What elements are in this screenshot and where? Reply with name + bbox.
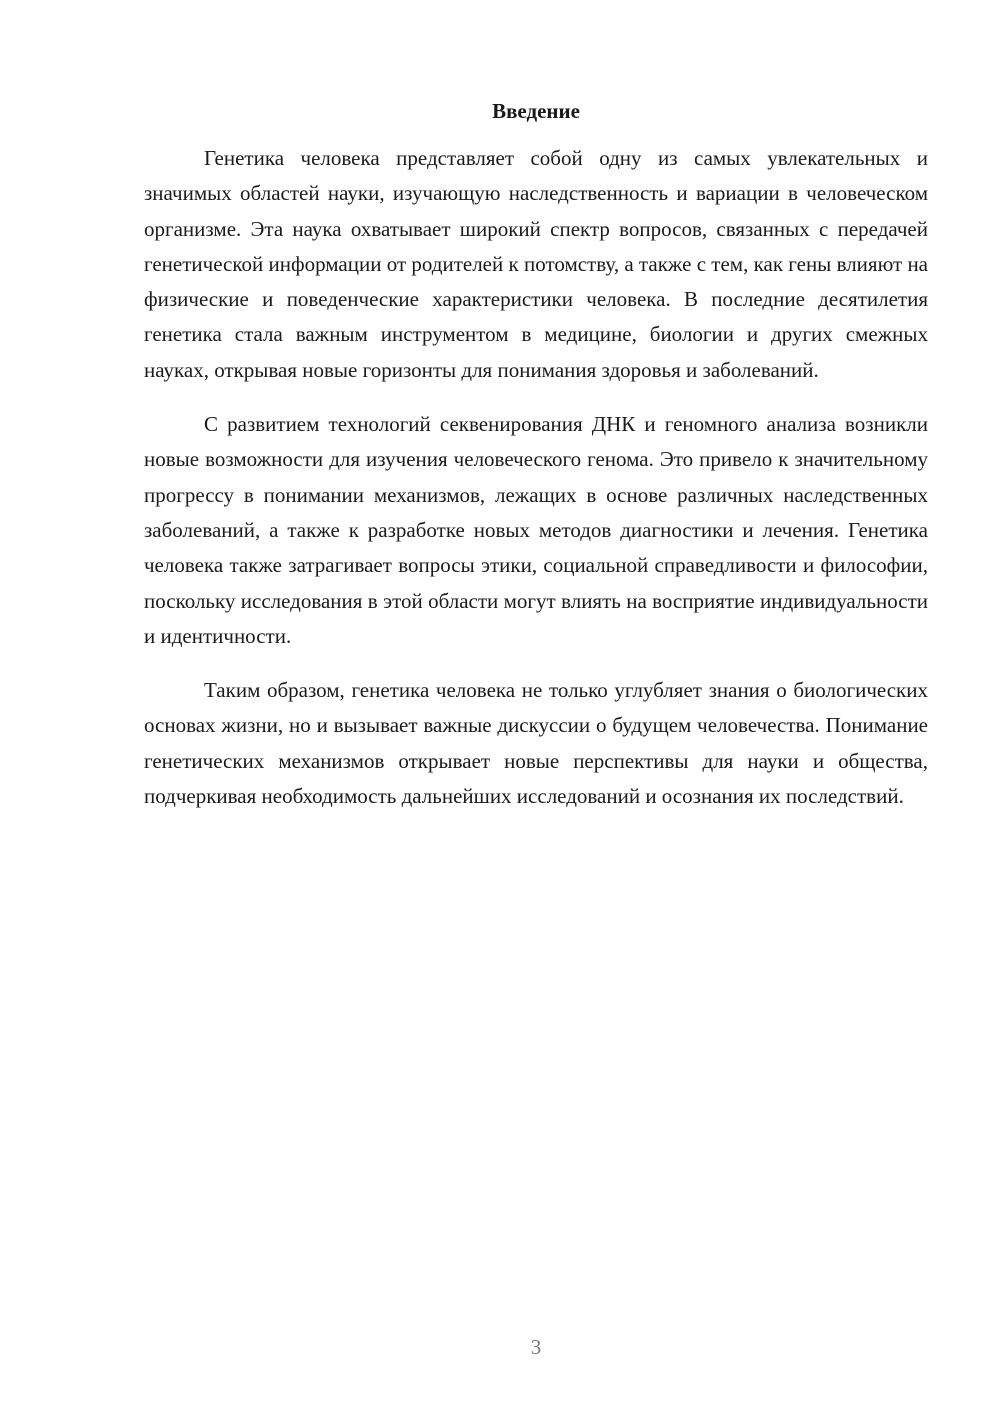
section-title: Введение	[492, 99, 580, 123]
paragraph-3: Таким образом, генетика человека не только углубляет знания о биологических основах жизни, но и вызывает важные дискуссии о будущем человечества. Понимание генетических механизмов открывает новые перспективы для науки и общества, подчеркивая необходимость дальнейших исследований и осознания их последствий.	[144, 678, 928, 809]
paragraph-1: Генетика человека представляет собой одну из самых увлекательных и значимых областей науки, изучающую наследственность и вариации в человеческом организме. Эта наука охватывает широкий спектр вопросов, связанных с передачей генетической информации от родителей к потомству, а также с тем, как гены влияют на физические и поведенческие характеристики человека. В последние десятилетия генетика стала важным инструментом в медицине, биологии и других смежных науках, открывая новые горизонты для понимания здоровья и заболеваний.	[144, 146, 928, 382]
paragraph-2: С развитием технологий секвенирования ДНК и геномного анализа возникли новые возможности для изучения человеческого генома. Это привело к значительному прогрессу в понимании механизмов, лежащих в основе различных наследственных заболеваний, а также к разработке новых методов диагностики и лечения. Генетика человека также затрагивает вопросы этики, социальной справедливости и философии, поскольку исследования в этой области могут влиять на восприятие индивидуальности и идентичности.	[144, 412, 928, 648]
page-number: 3	[530, 1335, 542, 1359]
page-content	[144, 94, 928, 814]
